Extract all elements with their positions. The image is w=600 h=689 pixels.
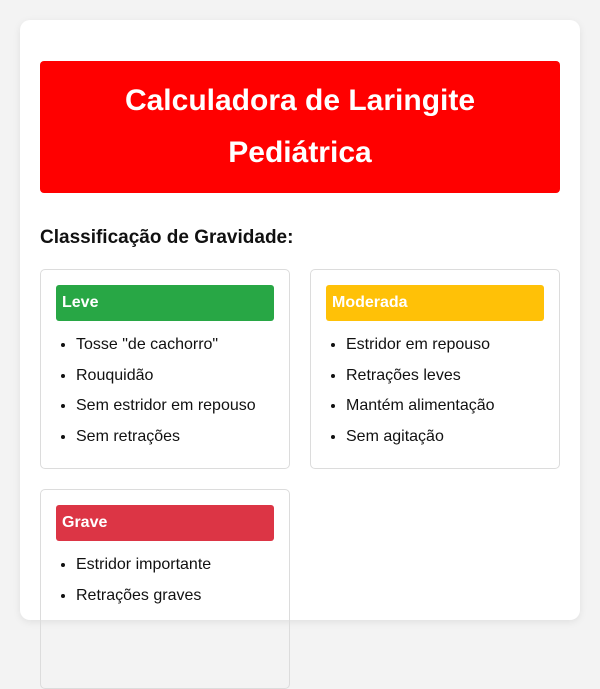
severity-card-severe: [40, 489, 290, 689]
symptom-list-mild: [56, 335, 274, 447]
severity-section-title: Classificação de Gravidade:: [40, 227, 294, 248]
list-item: • Mantém alimentação: [346, 396, 544, 416]
list-item: • Estridor importante: [76, 555, 274, 575]
severity-card-moderate: [310, 269, 560, 469]
list-item: • Sem retrações: [76, 427, 274, 447]
severity-grid: [40, 269, 560, 689]
symptom-list-moderate: [326, 335, 544, 447]
header-banner: [40, 61, 560, 193]
calculator-card: [20, 20, 580, 620]
list-item: • Retrações graves: [76, 586, 274, 606]
list-item: • Retrações leves: [346, 366, 544, 386]
severity-badge-mild: Leve: [56, 285, 274, 321]
list-item: • Rouquidão: [76, 366, 274, 386]
list-item: • Tosse "de cachorro": [76, 335, 274, 355]
severity-card-mild: [40, 269, 290, 469]
severity-badge-severe: Grave: [56, 505, 274, 541]
list-item: • Sem agitação: [346, 427, 544, 447]
symptom-list-severe: [56, 555, 274, 606]
severity-badge-moderate: Moderada: [326, 285, 544, 321]
list-item: • Sem estridor em repouso: [76, 396, 274, 416]
list-item: • Estridor em repouso: [346, 335, 544, 355]
page-title: Calculadora de Laringite Pediátrica: [124, 84, 476, 169]
